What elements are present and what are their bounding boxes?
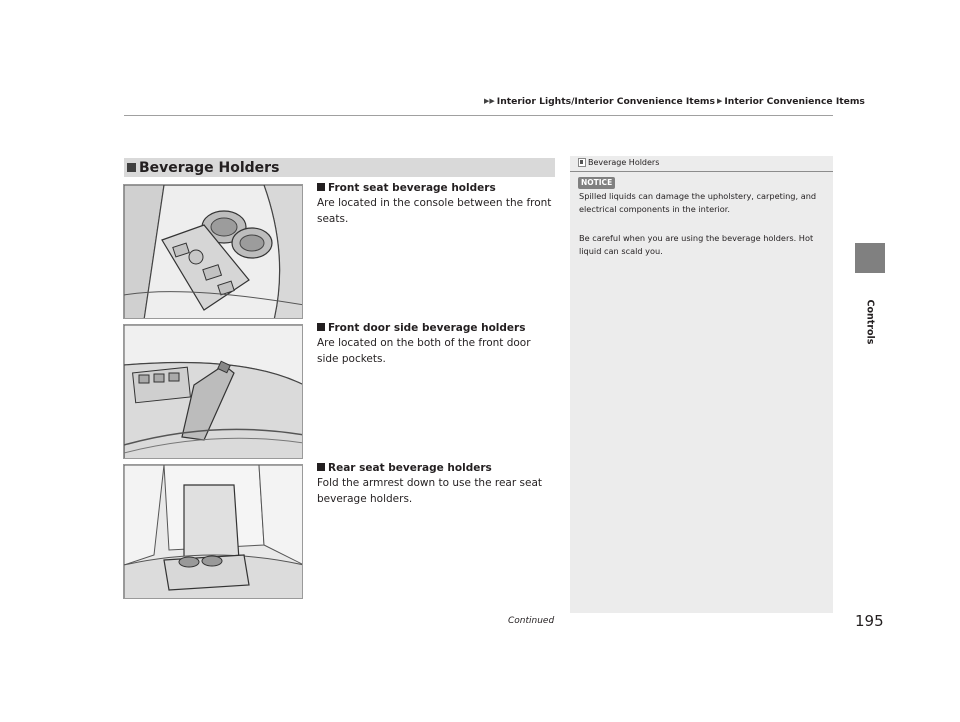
rear-seat-holders-title [317,461,555,476]
front-seat-holders-heading: Front seat beverage holders [328,182,496,194]
door-holders-block [317,321,555,367]
page-number: 195 [855,612,884,630]
side-note-rule [570,171,833,172]
continued-label: Continued [508,616,555,626]
door-holders-title [317,321,555,336]
item-bullet-icon [317,183,325,191]
notice-text-caution: Be careful when you are using the beverage holders. Hot liquid can scald you. [579,233,814,257]
breadcrumb-item-lights[interactable]: Interior Lights/Interior Convenience Items [496,95,715,107]
rear-seat-holders-block [317,461,555,507]
notice-text-damage: Spilled liquids can damage the upholstery, carpeting, and electrical components in the interior. [579,191,817,215]
reference-marker-icon [578,158,586,167]
chapter-tab [855,243,885,273]
front-seat-holders-text: Are located in the console between the front seats. [317,197,552,225]
breadcrumb-item-convenience[interactable]: Interior Convenience Items [724,95,865,107]
rear-seat-holders-heading: Rear seat beverage holders [328,462,492,474]
breadcrumb-arrow-icon: ▶ [716,97,723,105]
breadcrumb-arrow-icon: ▶▶ [484,97,495,105]
rear-seat-holders-image [123,464,303,599]
section-header [124,158,555,177]
door-holders-text: Are located on the both of the front door side pockets. [317,337,531,365]
front-seat-holders-block [317,181,555,227]
chapter-label-text: Controls [864,299,876,345]
rear-seat-holders-text: Fold the armrest down to use the rear seat beverage holders. [317,477,543,505]
header-rule [124,115,833,116]
door-holders-heading: Front door side beverage holders [328,322,526,334]
side-note-heading-text: Beverage Holders [588,158,660,167]
notice-badge: NOTICE [578,177,615,189]
breadcrumb [484,94,865,108]
item-bullet-icon [317,463,325,471]
item-bullet-icon [317,323,325,331]
front-seat-holders-title [317,181,555,196]
side-note-heading [578,158,659,167]
section-bullet-icon [127,163,136,172]
section-title: Beverage Holders [139,159,280,176]
front-seat-holders-image [123,184,303,319]
door-holders-image [123,324,303,459]
chapter-tab-label [855,292,885,352]
side-note-panel [570,156,833,613]
